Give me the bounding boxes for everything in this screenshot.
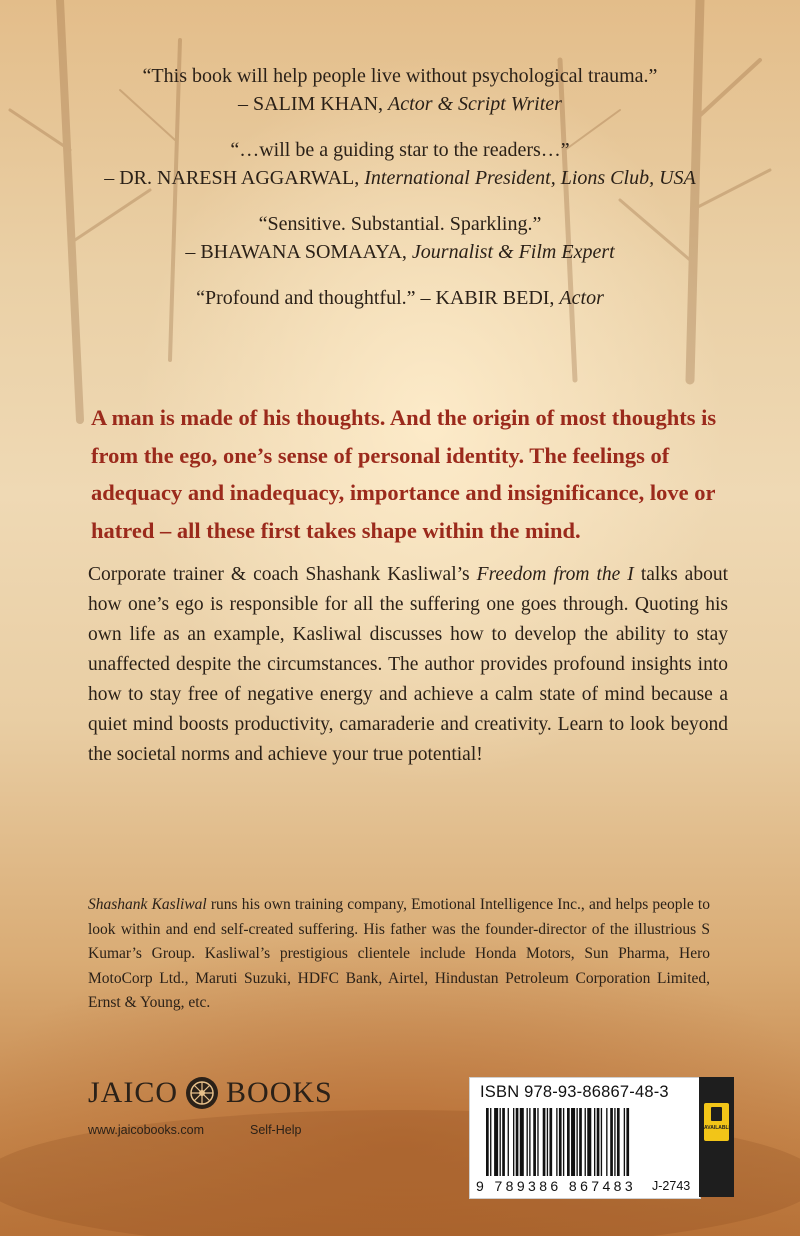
ebook-icon: [711, 1107, 722, 1121]
barcode-bars: [476, 1108, 666, 1180]
lead-paragraph: A man is made of his thoughts. And the origin of most thoughts is from the ego, one’s sense of personal identity. The feelings of adequacy and inadequacy, importance and insignificance, love or hatred – all these first takes shape within the mind.: [91, 405, 717, 543]
publisher-logo: JAICO BOOKS: [88, 1076, 333, 1109]
endorser-name: – BHAWANA SOMAAYA,: [185, 241, 412, 263]
ebook-available-label: AVAILABLE: [704, 1125, 732, 1131]
endorsement-3: [0, 210, 800, 266]
endorser-role: International President, Lions Club, USA: [364, 167, 696, 189]
endorsement-quote: “Sensitive. Substantial. Sparkling.”: [258, 213, 542, 235]
endorsement-quote: “This book will help people live without psychological trauma.”: [142, 65, 658, 87]
ebook-badge: [704, 1103, 732, 1141]
ebook-side-panel: [699, 1077, 734, 1197]
barcode-digits: 9 789386 867483: [476, 1178, 636, 1194]
endorsement-2: [0, 136, 800, 192]
book-description: Corporate trainer & coach Shashank Kasliwal’s Freedom from the I talks about how one’s ego is responsible for all the suffering one goes through. Quoting his own life as an example, Kasliwal discusses how to develop the ability to stay unaffected despite the circumstances. The author provides profound insights into how to stay free of negative energy and achieve a calm state of mind because a quiet mind boosts productivity, camaraderie and creativity. Learn to look beyond the societal norms and achieve your true potential!: [88, 564, 728, 765]
book-code: J-2743: [652, 1179, 691, 1193]
endorsement-4: [0, 284, 800, 312]
endorsement-quote: “Profound and thoughtful.” – KABIR BEDI,: [196, 287, 560, 309]
publisher-block: [88, 1075, 333, 1137]
author-name: Shashank Kasliwal: [88, 896, 207, 913]
book-category: Self-Help: [250, 1123, 302, 1137]
wheel-emblem-icon: [184, 1075, 220, 1111]
endorsement-quote: “…will be a guiding star to the readers…”: [230, 139, 570, 161]
author-bio: Shashank Kasliwal runs his own training company, Emotional Intelligence Inc., and helps people to look within and end self-created suffering. His father was the founder-director of the illustrious S Kumar’s Group. Kasliwal’s prestigious clientele include Honda Motors, Sun Pharma, Hero MotoCorp Ltd., Maruti Suzuki, HDFC Bank, Airtel, Hindustan Petroleum Corporation Limited, Ernst & Young, etc.: [88, 896, 710, 1011]
book-title: Freedom from the I: [476, 564, 634, 585]
isbn-label: ISBN 978-93-86867-48-3: [480, 1083, 669, 1101]
endorser-role: Actor: [559, 287, 604, 309]
endorsements: [0, 62, 800, 330]
endorser-role: Journalist & Film Expert: [411, 241, 615, 263]
endorser-name: – DR. NARESH AGGARWAL,: [104, 167, 365, 189]
endorser-role: Actor & Script Writer: [388, 93, 562, 115]
endorser-name: – SALIM KHAN,: [238, 93, 389, 115]
endorsement-1: [0, 62, 800, 118]
publisher-website: www.jaicobooks.com: [88, 1123, 205, 1137]
